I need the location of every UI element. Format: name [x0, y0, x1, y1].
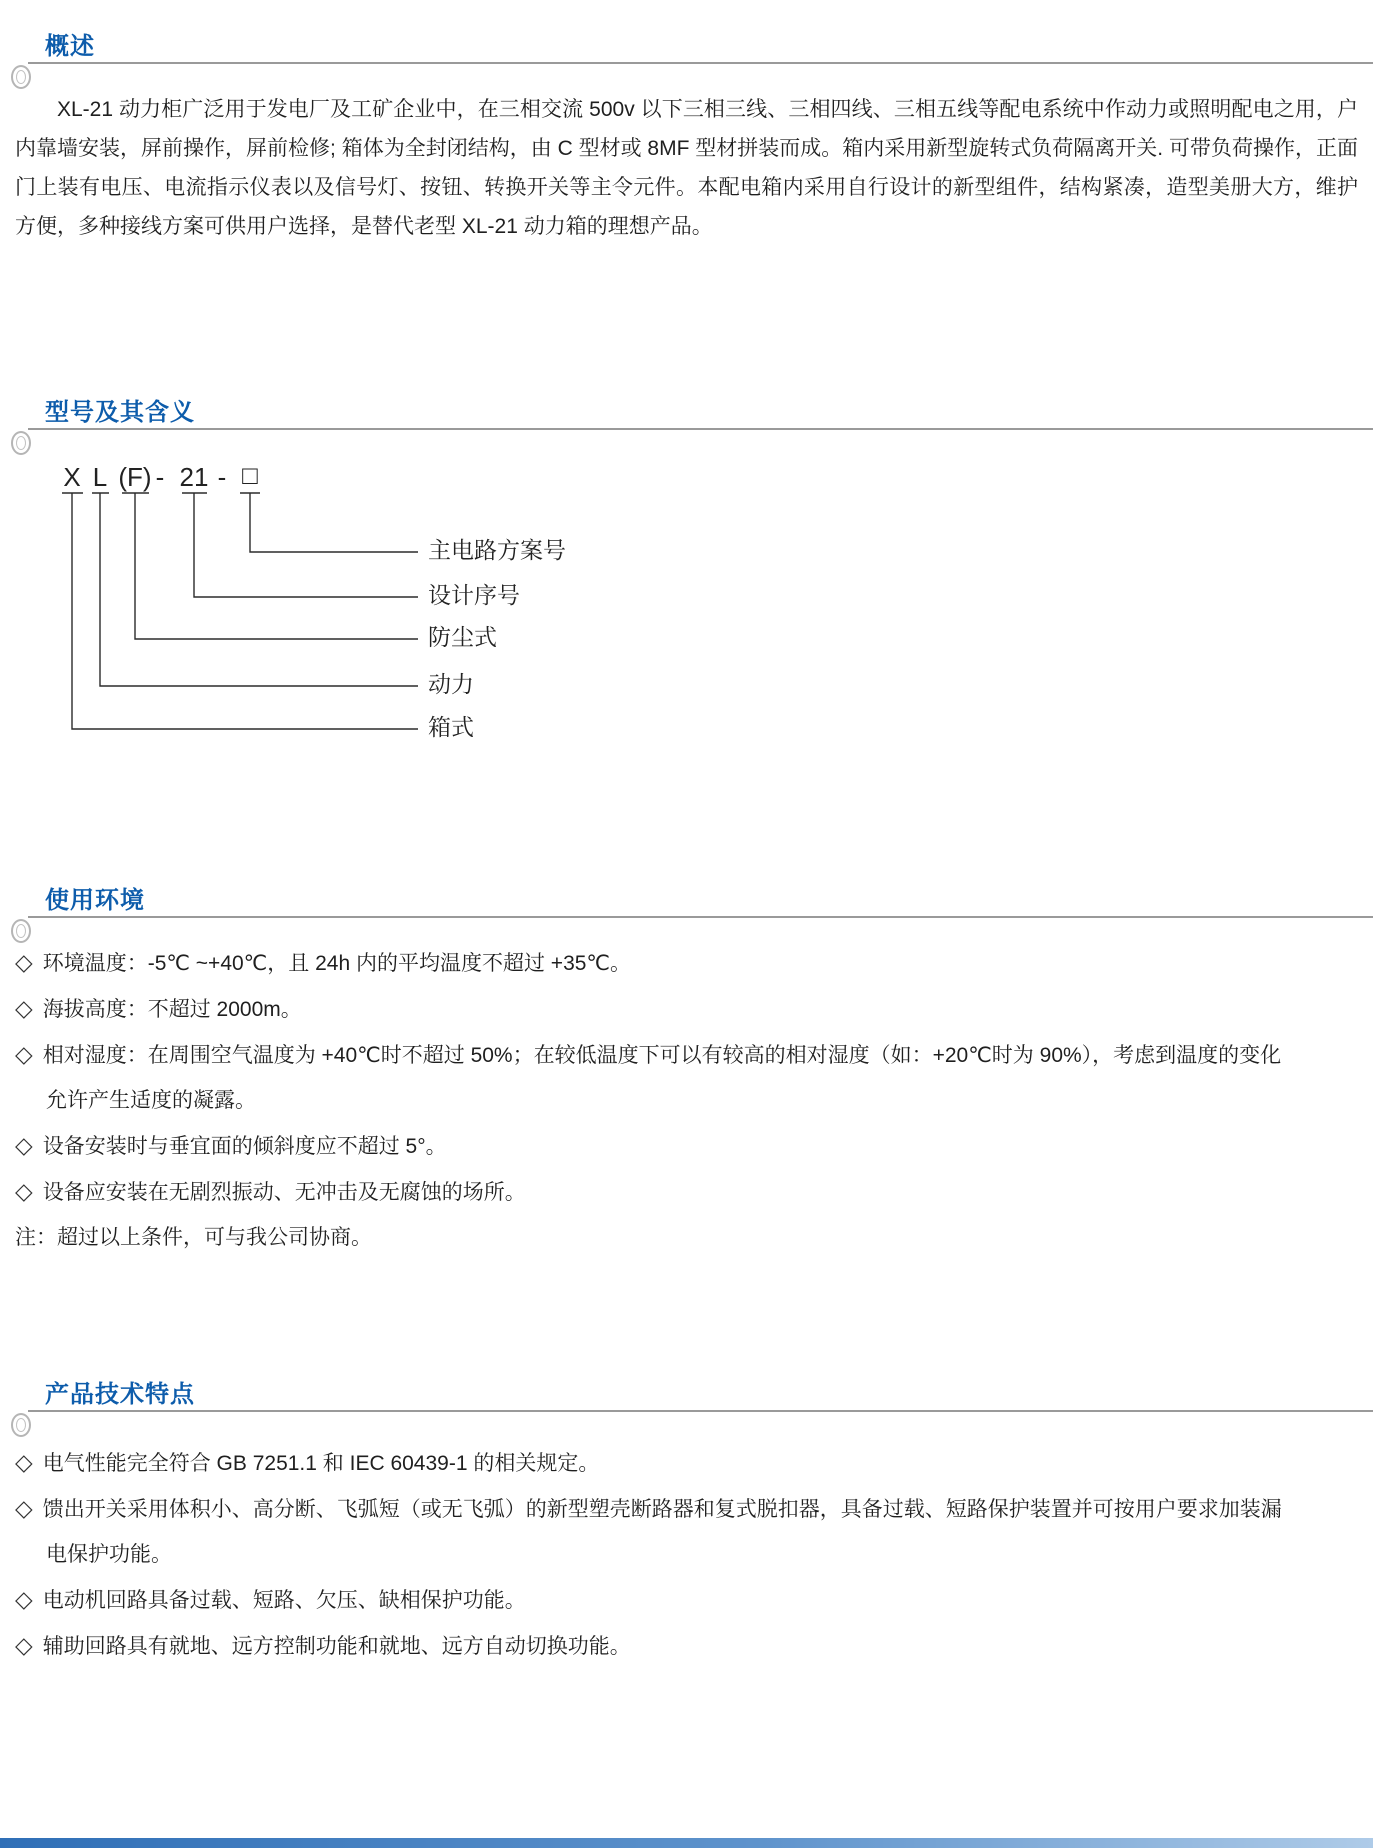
section-overview-header — [0, 26, 1373, 96]
list-item-text: 海拔高度：不超过 2000m。 — [42, 998, 302, 1021]
features-list-item — [15, 1623, 1365, 1669]
list-item-text: 设备应安装在无剧烈振动、无冲击及无腐蚀的场所。 — [42, 1181, 526, 1204]
features-list — [15, 1440, 1365, 1669]
model-code-segment: - — [155, 462, 165, 492]
section-features-header — [0, 1374, 1373, 1444]
section-rule — [28, 428, 1373, 430]
section-rule — [28, 1410, 1373, 1412]
model-label: 动力 — [428, 671, 474, 698]
environment-list-item — [15, 940, 1365, 986]
list-item-text: 注：超过以上条件，可与我公司协商。 — [15, 1226, 372, 1249]
list-item-text: 环境温度：-5℃ ~+40℃，且 24h 内的平均温度不超过 +35℃。 — [42, 952, 632, 975]
model-code-segment: (F) — [118, 462, 152, 492]
environment-list-item — [15, 1032, 1365, 1078]
features-list-item — [15, 1486, 1365, 1532]
list-item-text: 电动机回路具备过载、短路、欠压、缺相保护功能。 — [42, 1589, 526, 1612]
diamond-bullet-icon: ◇ — [15, 1178, 33, 1204]
section-title-model: 型号及其含义 — [45, 399, 195, 426]
diamond-bullet-icon: ◇ — [15, 949, 33, 975]
diamond-bullet-icon: ◇ — [15, 1586, 33, 1612]
ring-ornament-icon — [11, 1413, 31, 1437]
diamond-bullet-icon: ◇ — [15, 1495, 33, 1521]
footer-accent-bar — [0, 1838, 1373, 1848]
model-code-segment: - — [217, 462, 227, 492]
model-code-box-segment: □ — [242, 460, 258, 490]
diamond-bullet-icon: ◇ — [15, 1132, 33, 1158]
model-label: 箱式 — [428, 714, 474, 741]
model-label: 设计序号 — [428, 582, 520, 609]
section-rule — [28, 62, 1373, 64]
model-code-segment: L — [92, 462, 108, 492]
model-code-segment: X — [63, 462, 81, 492]
list-item-text: 相对湿度：在周围空气温度为 +40℃时不超过 50%；在较低温度下可以有较高的相对湿度（如：+20℃时为 90%），考虑到温度的变化 — [42, 1044, 1282, 1067]
features-list-item — [15, 1532, 1365, 1577]
environment-list-item — [15, 1169, 1365, 1215]
environment-list-item — [15, 1078, 1365, 1123]
environment-list-item — [15, 986, 1365, 1032]
diamond-bullet-icon: ◇ — [15, 1632, 33, 1658]
diamond-bullet-icon: ◇ — [15, 1041, 33, 1067]
list-item-text: 电保护功能。 — [46, 1543, 172, 1566]
features-list-item — [15, 1440, 1365, 1486]
list-item-text: 设备安装时与垂宜面的倾斜度应不超过 5°。 — [42, 1135, 447, 1158]
environment-list-item — [15, 1215, 1365, 1260]
section-model-header — [0, 392, 1373, 462]
overview-paragraph: XL-21 动力柜广泛用于发电厂及工矿企业中，在三相交流 500v 以下三相三线、三相四线、三相五线等配电系统中作动力或照明配电之用，户内靠墙安装，屏前操作，屏前检修; 箱体为全封闭结构，由 C 型材或 8MF 型材拼装而成。箱内采用新型旋转式负荷隔离开关. 可带负荷操作，正面门上装有电压、电流指示仪表以及信号灯、按钮、转换开关等主令元件。本配电箱内采用自行设计的新型组件，结构紧凑，造型美册大方，维护方便，多种接线方案可供用户选择，是替代老型 XL-21 动力箱的理想产品。 — [15, 98, 1358, 238]
section-rule — [28, 916, 1373, 918]
model-label: 防尘式 — [428, 624, 497, 651]
list-item-text: 馈出开关采用体积小、高分断、飞弧短（或无飞弧）的新型塑壳断路器和复式脱扣器，具备过载、短路保护装置并可按用户要求加装漏 — [42, 1498, 1282, 1521]
section-title-overview: 概述 — [45, 33, 95, 60]
ring-ornament-icon — [11, 431, 31, 455]
model-leader-line — [250, 493, 418, 552]
section-title-environment: 使用环境 — [45, 887, 145, 914]
environment-list — [15, 940, 1365, 1260]
model-leader-line — [194, 493, 418, 597]
diamond-bullet-icon: ◇ — [15, 1449, 33, 1475]
section-title-features: 产品技术特点 — [45, 1381, 195, 1408]
model-code-diagram — [38, 458, 618, 758]
model-leader-line — [100, 493, 418, 686]
diamond-bullet-icon: ◇ — [15, 995, 33, 1021]
model-code-segment: 21 — [179, 462, 209, 492]
list-item-text: 允许产生适度的凝露。 — [46, 1089, 256, 1112]
environment-list-item — [15, 1123, 1365, 1169]
features-list-item — [15, 1577, 1365, 1623]
model-label: 主电路方案号 — [428, 537, 566, 564]
ring-ornament-icon — [11, 65, 31, 89]
list-item-text: 辅助回路具有就地、远方控制功能和就地、远方自动切换功能。 — [42, 1635, 631, 1658]
list-item-text: 电气性能完全符合 GB 7251.1 和 IEC 60439-1 的相关规定。 — [42, 1452, 600, 1475]
model-leader-line — [135, 493, 418, 639]
model-leader-line — [72, 493, 418, 729]
